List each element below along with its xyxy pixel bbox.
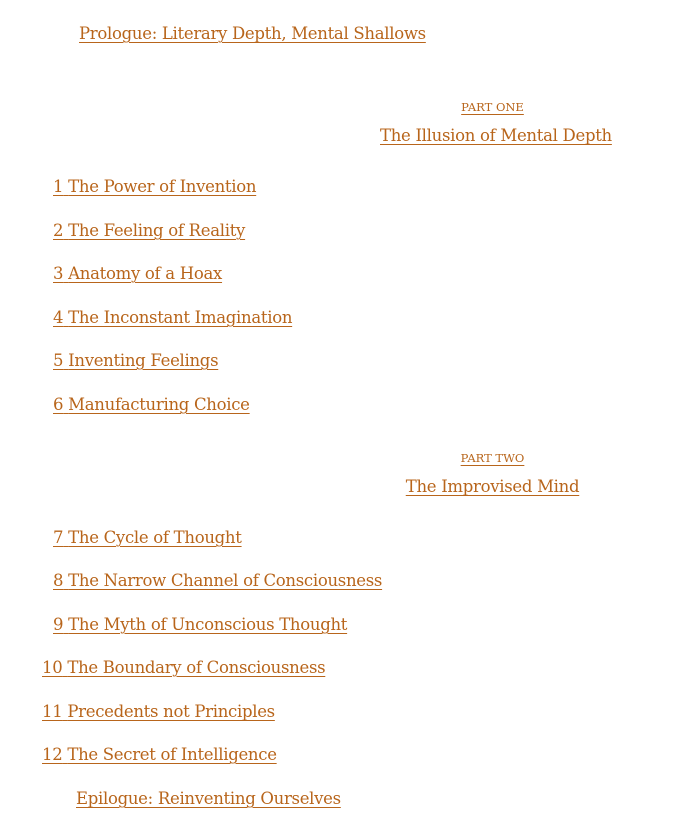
chapter-title: The Boundary of Consciousness xyxy=(67,658,326,677)
chapter-title: The Narrow Channel of Consciousness xyxy=(68,571,383,590)
toc-entry-chapter-8 xyxy=(53,571,382,591)
chapter-title: The Feeling of Reality xyxy=(68,221,246,240)
chapter-title: Inventing Feelings xyxy=(68,351,219,370)
chapter-title: Manufacturing Choice xyxy=(68,395,250,414)
chapter-11-link[interactable] xyxy=(42,702,275,721)
chapter-8-link[interactable] xyxy=(53,571,382,590)
toc-entry-chapter-3 xyxy=(53,264,222,284)
toc-entry-prologue xyxy=(79,24,426,44)
chapter-number: 3 xyxy=(53,264,64,283)
toc-entry-chapter-5 xyxy=(53,351,218,371)
toc-entry-chapter-7 xyxy=(53,528,242,548)
chapter-number: 9 xyxy=(53,615,64,634)
chapter-6-link[interactable] xyxy=(53,395,250,414)
toc-entry-chapter-1 xyxy=(53,177,256,197)
chapter-number: 2 xyxy=(53,221,64,240)
chapter-12-link[interactable] xyxy=(42,745,277,764)
toc-entry-chapter-12 xyxy=(42,745,277,765)
chapter-number: 4 xyxy=(53,308,64,327)
chapter-title: The Power of Invention xyxy=(68,177,257,196)
toc-entry-chapter-6 xyxy=(53,395,250,415)
prologue-link[interactable]: Prologue: Literary Depth, Mental Shallows xyxy=(79,24,426,43)
chapter-number: 10 xyxy=(42,658,63,677)
chapter-1-link[interactable] xyxy=(53,177,256,196)
chapter-number: 6 xyxy=(53,395,64,414)
chapter-4-link[interactable] xyxy=(53,308,292,327)
chapter-10-link[interactable] xyxy=(42,658,325,677)
toc-entry-chapter-4 xyxy=(53,308,292,328)
part-two-title-link[interactable]: The Improvised Mind xyxy=(405,477,580,496)
chapter-9-link[interactable] xyxy=(53,615,347,634)
chapter-7-link[interactable] xyxy=(53,528,242,547)
part-two-heading xyxy=(380,451,605,497)
part-one-label-link[interactable]: PART ONE xyxy=(461,100,524,114)
toc-entry-epilogue xyxy=(76,789,341,809)
toc-entry-chapter-10 xyxy=(42,658,325,678)
part-two-label-link[interactable]: PART TWO xyxy=(460,451,525,465)
chapter-number: 1 xyxy=(53,177,64,196)
toc-entry-chapter-11 xyxy=(42,702,275,722)
chapter-number: 11 xyxy=(42,702,63,721)
toc-entry-chapter-9 xyxy=(53,615,347,635)
epilogue-link[interactable]: Epilogue: Reinventing Ourselves xyxy=(76,789,341,808)
toc-entry-chapter-2 xyxy=(53,221,245,241)
chapter-title: The Secret of Intelligence xyxy=(67,745,277,764)
part-one-heading xyxy=(380,100,612,146)
chapter-number: 8 xyxy=(53,571,64,590)
chapter-5-link[interactable] xyxy=(53,351,218,370)
chapter-title: The Inconstant Imagination xyxy=(68,308,293,327)
chapter-2-link[interactable] xyxy=(53,221,245,240)
chapter-title: Precedents not Principles xyxy=(67,702,275,721)
chapter-title: The Cycle of Thought xyxy=(68,528,242,547)
chapter-number: 7 xyxy=(53,528,64,547)
chapter-title: The Myth of Unconscious Thought xyxy=(68,615,348,634)
chapter-number: 5 xyxy=(53,351,64,370)
chapter-title: Anatomy of a Hoax xyxy=(68,264,223,283)
chapter-3-link[interactable] xyxy=(53,264,222,283)
chapter-number: 12 xyxy=(42,745,63,764)
part-one-title-link[interactable]: The Illusion of Mental Depth xyxy=(380,126,612,145)
